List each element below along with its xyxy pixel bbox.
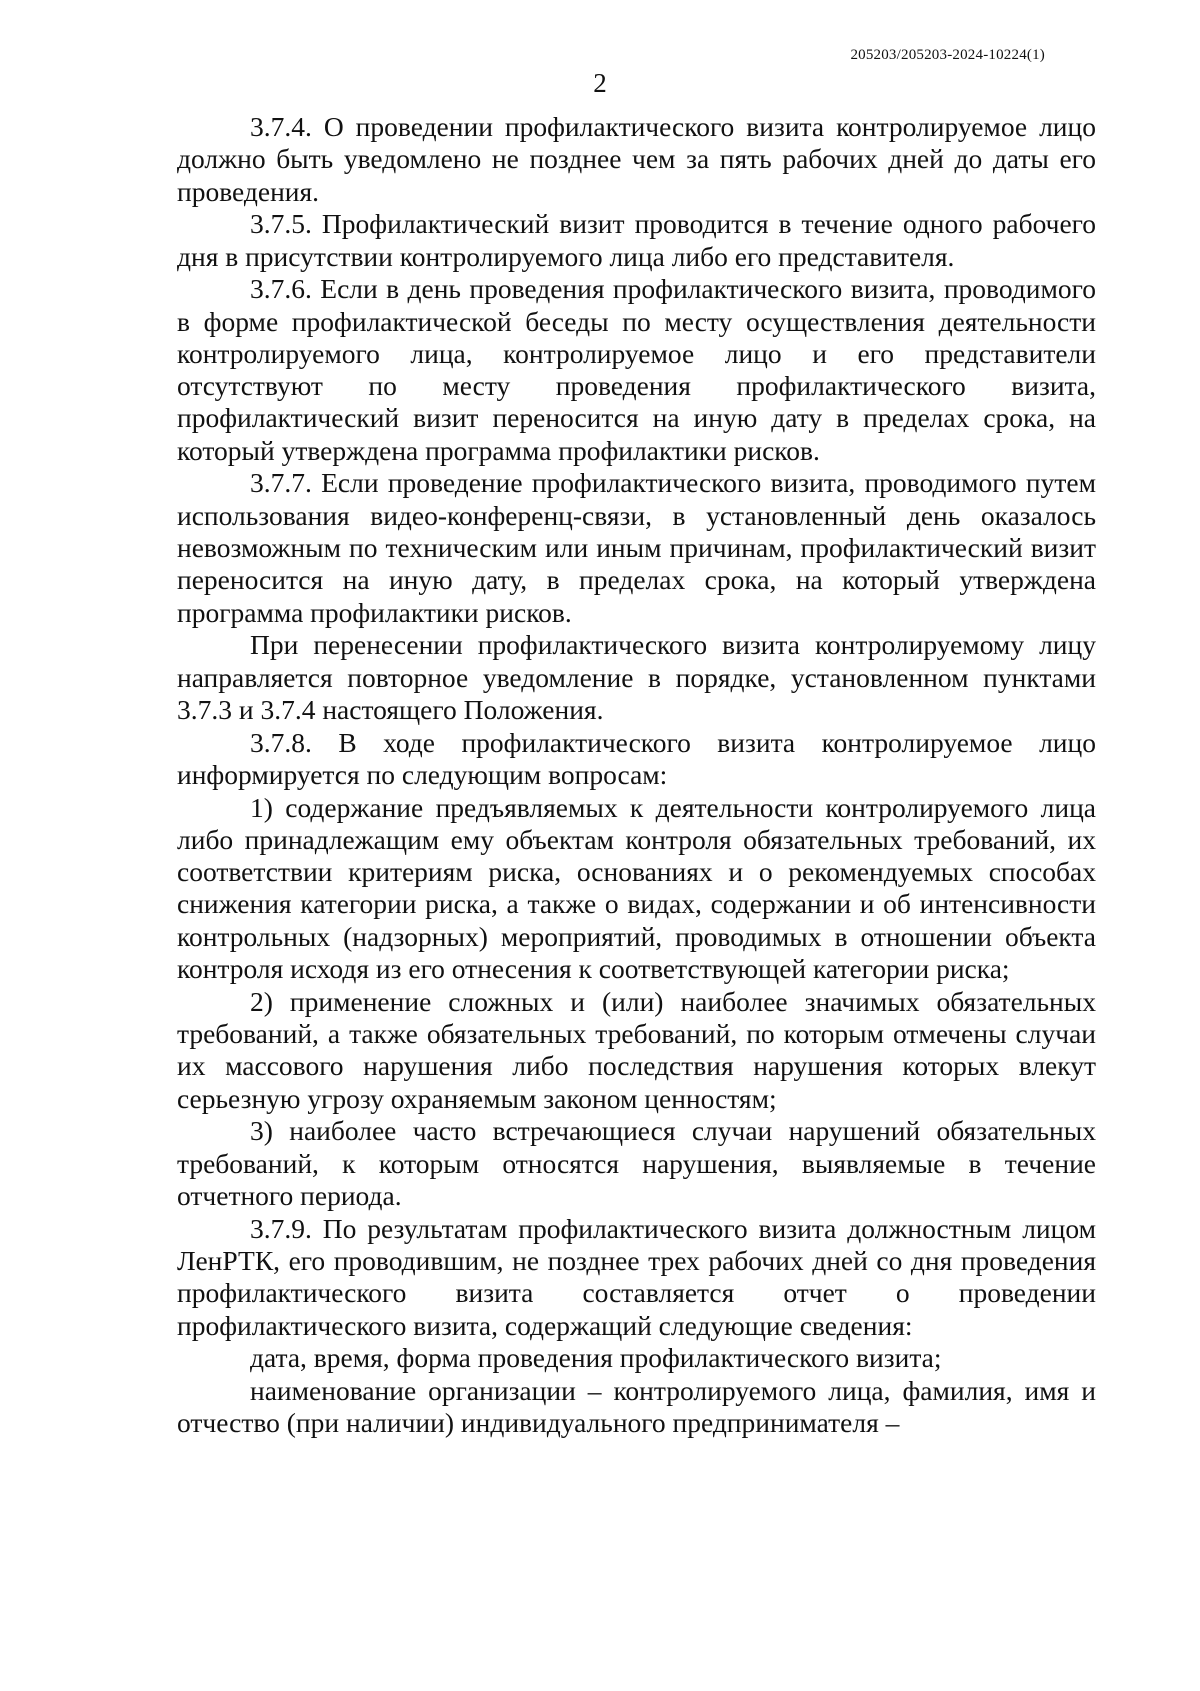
paragraph-3-7-7: 3.7.7. Если проведение профилактического визита, проводимого путем использования видео-конференц-связи, в установленный день оказалось невозможным по техническим или иным причинам, профилактический визит переносится на иную дату, в пределах срока, на который утверждена программа профилактики рисков.: [177, 467, 1096, 628]
document-body: [177, 111, 1096, 1439]
paragraph-3-7-4: 3.7.4. О проведении профилактического визита контролируемое лицо должно быть уведомлено не позднее чем за пять рабочих дней до даты его проведения.: [177, 111, 1096, 207]
document-id: 205203/205203-2024-10224(1): [850, 47, 1045, 63]
report-item-date: дата, время, форма проведения профилактического визита;: [250, 1342, 942, 1374]
report-item-organization: наименование организации – контролируемого лица, фамилия, имя и отчество (при наличии) индивидуального предпринимателя –: [177, 1374, 1096, 1439]
paragraph-3-7-9: 3.7.9. По результатам профилактического визита должностным лицом ЛенРТК, его проводившим, не позднее трех рабочих дней со дня проведения профилактического визита составляется отчет о проведении профилактического визита, содержащий следующие сведения:: [177, 1212, 1096, 1341]
list-item-3: 3) наиболее часто встречающиеся случаи нарушений обязательных требований, к которым относятся нарушения, выявляемые в течение отчетного периода.: [177, 1115, 1096, 1211]
page-number: 2: [593, 68, 607, 98]
list-item-1: 1) содержание предъявляемых к деятельности контролируемого лица либо принадлежащим ему объектам контроля обязательных требований, их соответствии критериям риска, основаниях и о рекомендуемых способах снижения категории риска, а также о видах, содержании и об интенсивности контрольных (надзорных) мероприятий, проводимых в отношении объекта контроля исходя из его отнесения к соответствующей категории риска;: [177, 791, 1096, 985]
paragraph-rescheduling: При перенесении профилактического визита контролируемому лицу направляется повторное уведомление в порядке, установленном пунктами 3.7.3 и 3.7.4 настоящего Положения.: [177, 629, 1096, 725]
paragraph-3-7-6: 3.7.6. Если в день проведения профилактического визита, проводимого в форме профилактической беседы по месту осуществления деятельности контролируемого лица, контролируемое лицо и его представители отсутствуют по месту проведения профилактического визита, профилактический визит переносится на иную дату в пределах срока, на который утверждена программа профилактики рисков.: [177, 273, 1096, 466]
paragraph-3-7-5: 3.7.5. Профилактический визит проводится в течение одного рабочего дня в присутствии контролируемого лица либо его представителя.: [177, 208, 1096, 272]
paragraph-3-7-8: 3.7.8. В ходе профилактического визита контролируемое лицо информируется по следующим вопросам:: [177, 726, 1096, 790]
list-item-2: 2) применение сложных и (или) наиболее значимых обязательных требований, а также обязательных требований, по которым отмечены случаи их массового нарушения либо последствия нарушения которых влекут серьезную угрозу охраняемым законом ценностям;: [177, 985, 1096, 1114]
